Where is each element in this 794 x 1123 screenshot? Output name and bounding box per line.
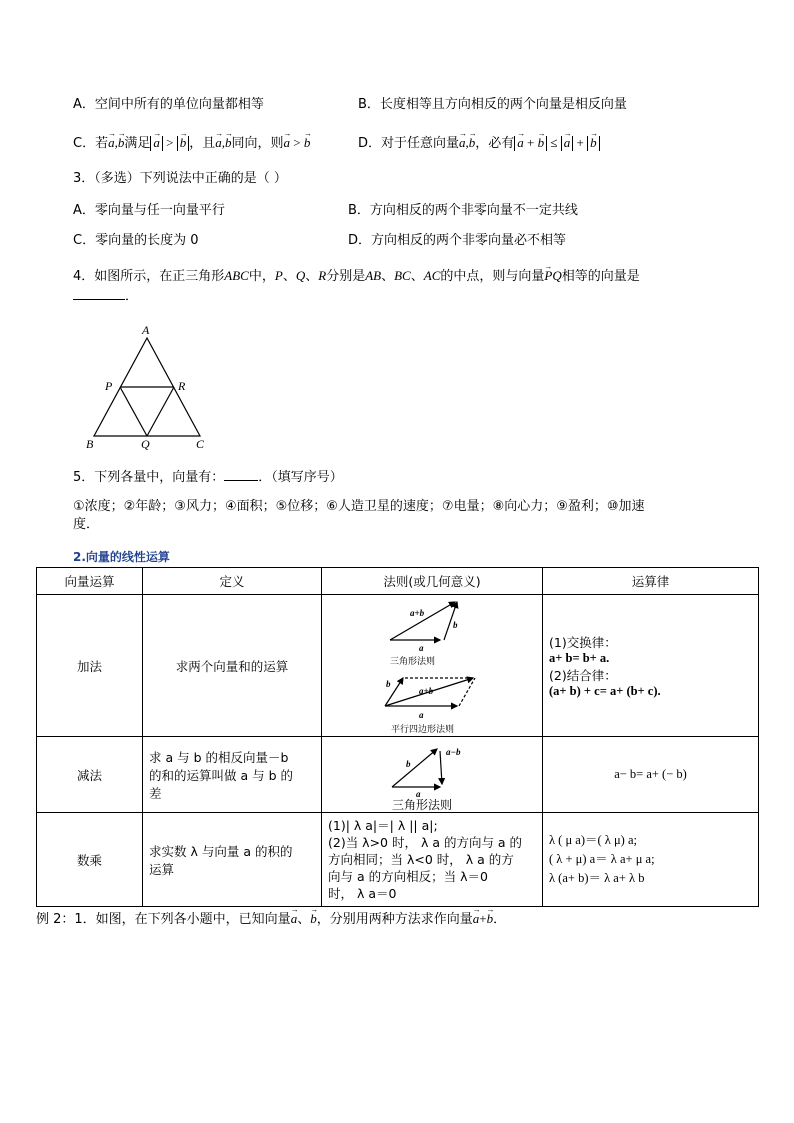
header-rule: 法则(或几何意义) (322, 568, 543, 595)
table-row-scalar (37, 813, 759, 907)
subtraction-triangle-figure (382, 739, 482, 811)
q5-items-line2: 度． (73, 517, 100, 532)
svg-text:b: b (406, 758, 411, 769)
q4-answer-line: ． (73, 287, 138, 306)
q4-answer-blank[interactable] (73, 287, 125, 300)
svg-text:a: a (416, 788, 421, 799)
header-operation: 向量运算 (37, 568, 143, 595)
cell-def-scalar: 求实数 λ 与向量 a 的积的 运算 (143, 813, 322, 907)
svg-text:a: a (419, 709, 424, 720)
parallelogram-rule-figure (377, 668, 487, 736)
cell-laws-addition: (1)交换律： a+ b= b+ a. (2)结合律： (a+ b) + c= a+ (b+ c). (543, 595, 759, 737)
cell-rule-scalar: (1)| λ a|＝| λ || a|; (2)当 λ>0 时， λ a 的方向与 a 的 方向相同；当 λ<0 时， λ a 的方 向与 a 的方向相反；当 λ＝0 时， λ a＝0 (322, 813, 543, 907)
triangle-rule-caption: 三角形法则 (390, 655, 436, 666)
example-2-text: 例 2：1．如图，在下列各小题中，已知向量→ a、→ b，分别用两种方法求作向量→ a+→ b． (36, 910, 506, 929)
parallelogram-rule-caption: 平行四边形法则 (391, 723, 455, 734)
cell-op-scalar: 数乘 (37, 813, 143, 907)
label-b: B (86, 437, 94, 451)
cell-laws-scalar: λ ( μ a)＝( λ μ) a; ( λ + μ) a＝ λ a+ μ a; λ (a+ b)＝ λ a+ λ b (543, 813, 759, 907)
svg-text:a+b: a+b (419, 685, 434, 696)
linear-operations-table (36, 567, 759, 907)
q2-option-a: A．空间中所有的单位向量都相等 (73, 97, 264, 112)
segment-pq (120, 387, 147, 436)
q5-answer-blank[interactable] (224, 468, 258, 481)
q5-items-line1: ①浓度；②年龄；③风力；④面积；⑤位移；⑥人造卫星的速度；⑦电量；⑧向心力；⑨盈利；⑩加速 (73, 499, 645, 514)
section-title: 2.向量的线性运算 (73, 550, 170, 564)
svg-text:a: a (419, 642, 424, 653)
table-row-addition (37, 595, 759, 737)
q2-option-b: B．长度相等且方向相反的两个向量是相反向量 (358, 97, 627, 112)
q2-option-c: C．若→ a,→ b满足→ a > → b ，且→ a,→ b同向，则→ a > → b (73, 134, 310, 153)
cell-op-subtraction: 减法 (37, 737, 143, 813)
label-q: Q (141, 437, 150, 451)
label-r: R (178, 379, 186, 393)
svg-text:b: b (386, 678, 391, 689)
cell-def-addition: 求两个向量和的运算 (143, 595, 322, 737)
svg-text:b: b (453, 619, 458, 630)
table-header-row (37, 568, 759, 595)
q3-stem: 3．（多选）下列说法中正确的是（ ） (73, 171, 287, 186)
q2-option-d: D．对于任意向量→ a,→ b，必有→ a + → b ≤ → a + → b (358, 134, 600, 153)
header-laws: 运算律 (543, 568, 759, 595)
triangle-figure (80, 318, 220, 454)
label-a: A (142, 323, 150, 337)
cell-def-subtraction: 求 a 与 b 的相反向量－b 的和的运算叫做 a 与 b 的 差 (143, 737, 322, 813)
q3-option-b: B．方向相反的两个非零向量不一定共线 (348, 203, 578, 218)
q4-stem: 4．如图所示，在正三角形ABC中，P、Q、R分别是AB、BC、AC的中点，则与向量→ PQ相等的向量是 (73, 267, 640, 286)
q5-stem: 5．下列各量中，向量有： ．（填写序号） (73, 470, 343, 485)
triangle-rule-figure (382, 596, 482, 668)
cell-laws-subtraction: a− b= a+ (− b) (543, 737, 759, 813)
header-definition: 定义 (143, 568, 322, 595)
cell-op-addition: 加法 (37, 595, 143, 737)
table-row-subtraction (37, 737, 759, 813)
label-c: C (196, 437, 205, 451)
q3-option-d: D．方向相反的两个非零向量必不相等 (348, 233, 567, 248)
svg-text:a−b: a−b (446, 746, 461, 757)
cell-rule-subtraction (322, 737, 543, 813)
label-p: P (105, 379, 113, 393)
segment-rq (147, 387, 174, 436)
q3-option-c: C．零向量的长度为 0 (73, 233, 199, 248)
q3-option-a: A．零向量与任一向量平行 (73, 203, 225, 218)
subtraction-rule-caption: 三角形法则 (392, 797, 453, 811)
cell-rule-addition (322, 595, 543, 737)
svg-text:a+b: a+b (410, 607, 425, 618)
